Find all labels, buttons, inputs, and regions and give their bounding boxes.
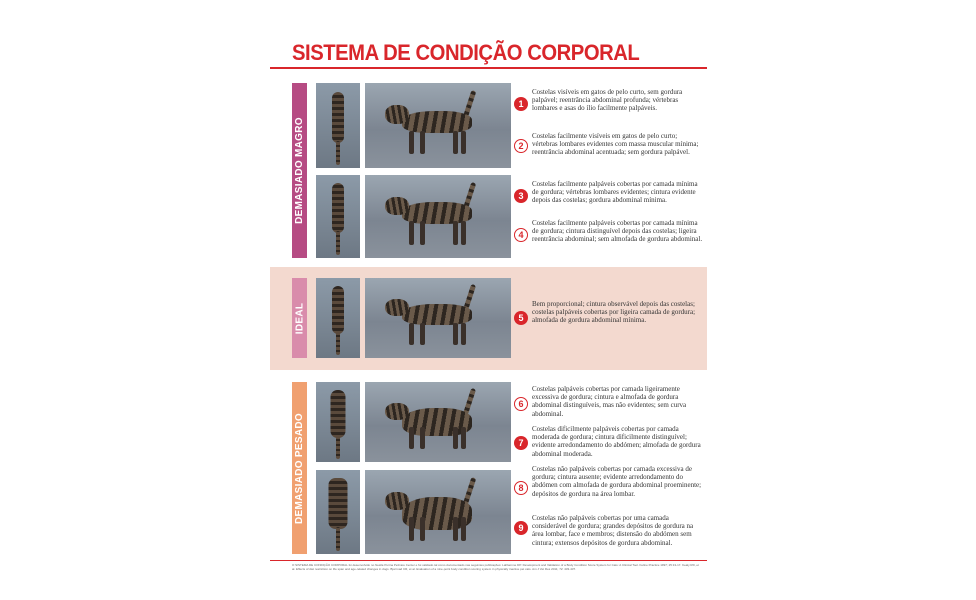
score-description: Costelas não palpáveis cobertas por camada excessiva de gordura; cintura ausente; evidente arredondamento do abdómen com almofada de gordura abdominal proeminente; depósitos de gordura na área lombar. [532, 465, 702, 498]
cat-side-view-photo [365, 175, 511, 258]
score-number: 8 [514, 481, 528, 495]
score-number: 1 [514, 97, 528, 111]
score-number: 4 [514, 228, 528, 242]
score-description: Bem proporcional; cintura observável depois das costelas; costelas palpáveis cobertas por ligeira camada de gordura; almofada de gordura abdominal mínima. [532, 300, 696, 325]
score-description: Costelas facilmente palpáveis cobertas por camada mínima de gordura; vértebras lombares evidentes; cintura evidente depois das costelas; gordura abdominal mínima. [532, 180, 698, 205]
category-label-heavy: DEMASIADO PESADO [292, 382, 307, 554]
score-number: 5 [514, 311, 528, 325]
cat-top-view-photo [316, 278, 360, 358]
category-label-thin: DEMASIADO MAGRO [292, 83, 307, 258]
category-label-ideal: IDEAL [292, 278, 307, 358]
score-number: 7 [514, 436, 528, 450]
body-condition-poster [270, 0, 710, 600]
score-description: Costelas facilmente visíveis em gatos de pelo curto; vértebras lombares evidentes com massa muscular mínima; reentrância abdominal acentuada; sem gordura palpável. [532, 132, 699, 157]
score-number: 6 [514, 397, 528, 411]
cat-side-view-photo [365, 278, 511, 358]
score-description: Costelas não palpáveis cobertas por uma camada considerável de gordura; grandes depósitos de gordura na área lombar, face e membros; distensão do abdómen sem cintura; extensos depósitos de gordura abdominal. [532, 514, 694, 547]
score-description: Costelas palpáveis cobertas por camada ligeiramente excessiva de gordura; cintura e almofada de gordura abdominal distinguíveis, mas não evidentes; sem curva abdominal. [532, 385, 687, 418]
score-number: 9 [514, 521, 528, 535]
score-description: Costelas facilmente palpáveis cobertas por camada mínima de gordura; cintura distinguível depois das costelas; ligeira reentrância abdominal; sem almofada de gordura abdominal. [532, 219, 703, 244]
cat-top-view-photo [316, 470, 360, 554]
title-divider [270, 67, 707, 69]
score-number: 3 [514, 189, 528, 203]
score-description: Costelas visíveis em gatos de pelo curto, sem gordura palpável; reentrância abdominal profunda; vértebras lombares e asas do ílio facilmente palpáveis. [532, 88, 683, 113]
footer-divider [270, 560, 707, 561]
cat-top-view-photo [316, 382, 360, 462]
cat-top-view-photo [316, 83, 360, 168]
footnote: O SISTEMA DE CONDIÇÃO CORPORAL foi desenvolvido no Nestlé Purina PetCare Center e foi validado tal como documentado nas seguintes publicações: LaFlamme DP. Development and Validation of a Body Condition Score System for Cats: A Clinical Tool. Feline Practice 1997; 25:13-17. Kealy RD, et al. Effects of diet restriction on life span and age-related changes in dogs. Bjornvad CR, et al. Evaluation of a nine-point body condition scoring system in physically inactive pet cats. Am J Vet Res 2011; 72: 433-437. [292, 563, 699, 571]
page-title: SISTEMA DE CONDIÇÃO CORPORAL [292, 40, 640, 65]
score-number: 2 [514, 139, 528, 153]
cat-side-view-photo [365, 83, 511, 168]
cat-side-view-photo [365, 470, 511, 554]
score-description: Costelas dificilmente palpáveis cobertas por camada moderada de gordura; cintura dificilmente distinguível; evidente arredondamento do abdómen; almofada de gordura abdominal moderada. [532, 425, 701, 458]
cat-top-view-photo [316, 175, 360, 258]
cat-side-view-photo [365, 382, 511, 462]
